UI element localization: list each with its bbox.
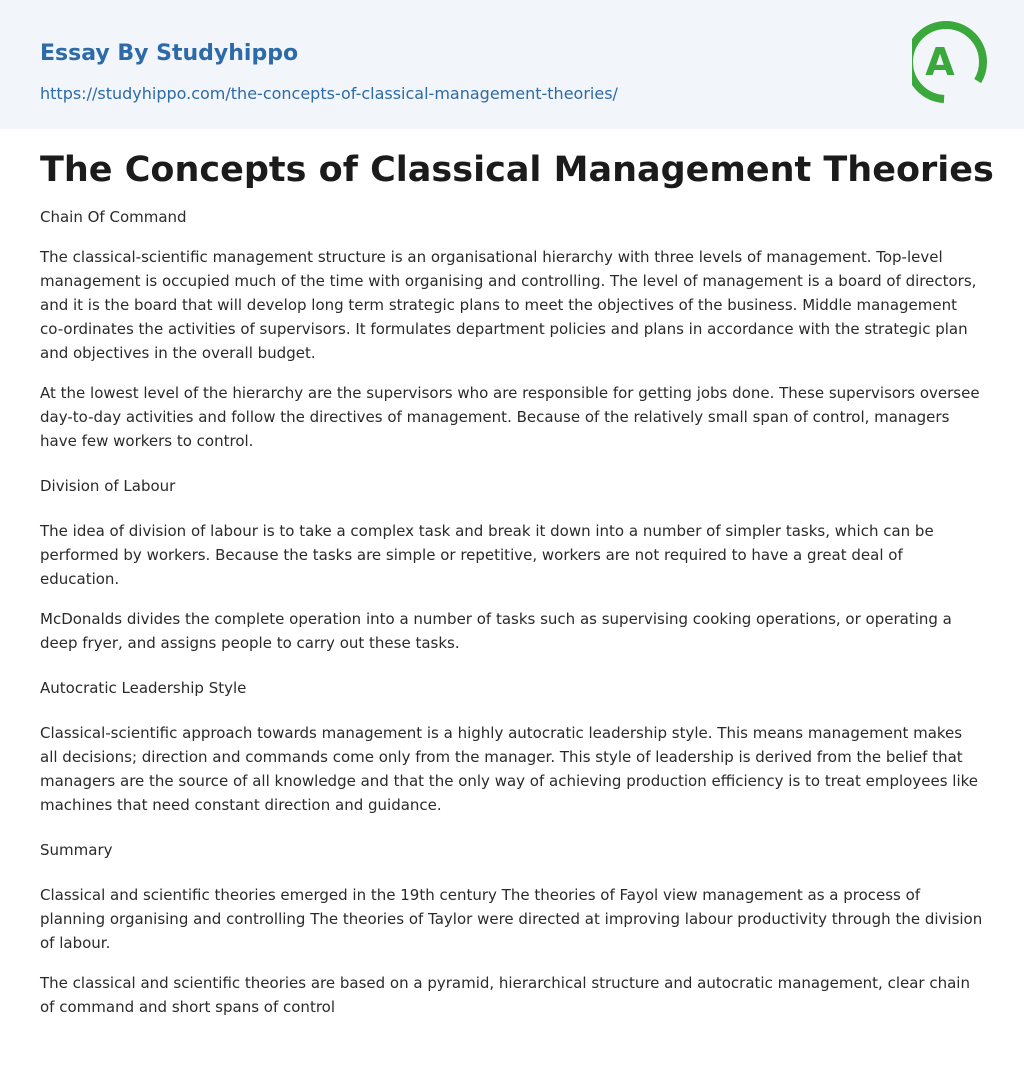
paragraph: The classical and scientific theories are based on a pyramid, hierarchical structure and autocratic management, clear chain of command and short spans of control: [40, 974, 970, 1016]
logo-letter: A: [925, 40, 955, 84]
section-heading-division-of-labour: Division of Labour: [40, 477, 176, 495]
brand-title[interactable]: Essay By Studyhippo: [40, 41, 299, 66]
page-title: The Concepts of Classical Management Theories: [40, 150, 994, 190]
paragraph: At the lowest level of the hierarchy are the supervisors who are responsible for getting jobs done. These supervisors oversee day-to-day activities and follow the directives of management. Because of the relatively small span of control, managers have few workers to control.: [40, 384, 980, 450]
section-heading-chain-of-command: Chain Of Command: [40, 208, 187, 226]
section-heading-autocratic-leadership: Autocratic Leadership Style: [40, 679, 247, 697]
section-heading-summary: Summary: [40, 841, 113, 859]
studyhippo-logo-icon[interactable]: [912, 18, 988, 106]
paragraph: The idea of division of labour is to take a complex task and break it down into a number of simpler tasks, which can be performed by workers. Because the tasks are simple or repetitive, workers are not required to have a great deal of education.: [40, 522, 934, 588]
site-header: [0, 0, 1024, 129]
paragraph: Classical-scientific approach towards management is a highly autocratic leadership style. This means management makes all decisions; direction and commands come only from the manager. This style of leadership is derived from the belief that managers are the source of all knowledge and that the only way of achieving production efficiency is to treat employees like machines that need constant direction and guidance.: [40, 724, 978, 814]
paragraph: The classical-scientific management structure is an organisational hierarchy with three levels of management. Top-level management is occupied much of the time with organising and controlling. The level of management is a board of directors, and it is the board that will develop long term strategic plans to meet the objectives of the business. Middle management co-ordinates the activities of supervisors. It formulates department policies and plans in accordance with the strategic plan and objectives in the overall budget.: [40, 248, 977, 362]
article-body: [0, 147, 1024, 1019]
paragraph: McDonalds divides the complete operation into a number of tasks such as supervising cooking operations, or operating a deep fryer, and assigns people to carry out these tasks.: [40, 610, 952, 652]
article-url-link[interactable]: https://studyhippo.com/the-concepts-of-classical-management-theories/: [40, 84, 618, 103]
paragraph: Classical and scientific theories emerged in the 19th century The theories of Fayol view management as a process of planning organising and controlling The theories of Taylor were directed at improving labour productivity through the division of labour.: [40, 886, 983, 952]
